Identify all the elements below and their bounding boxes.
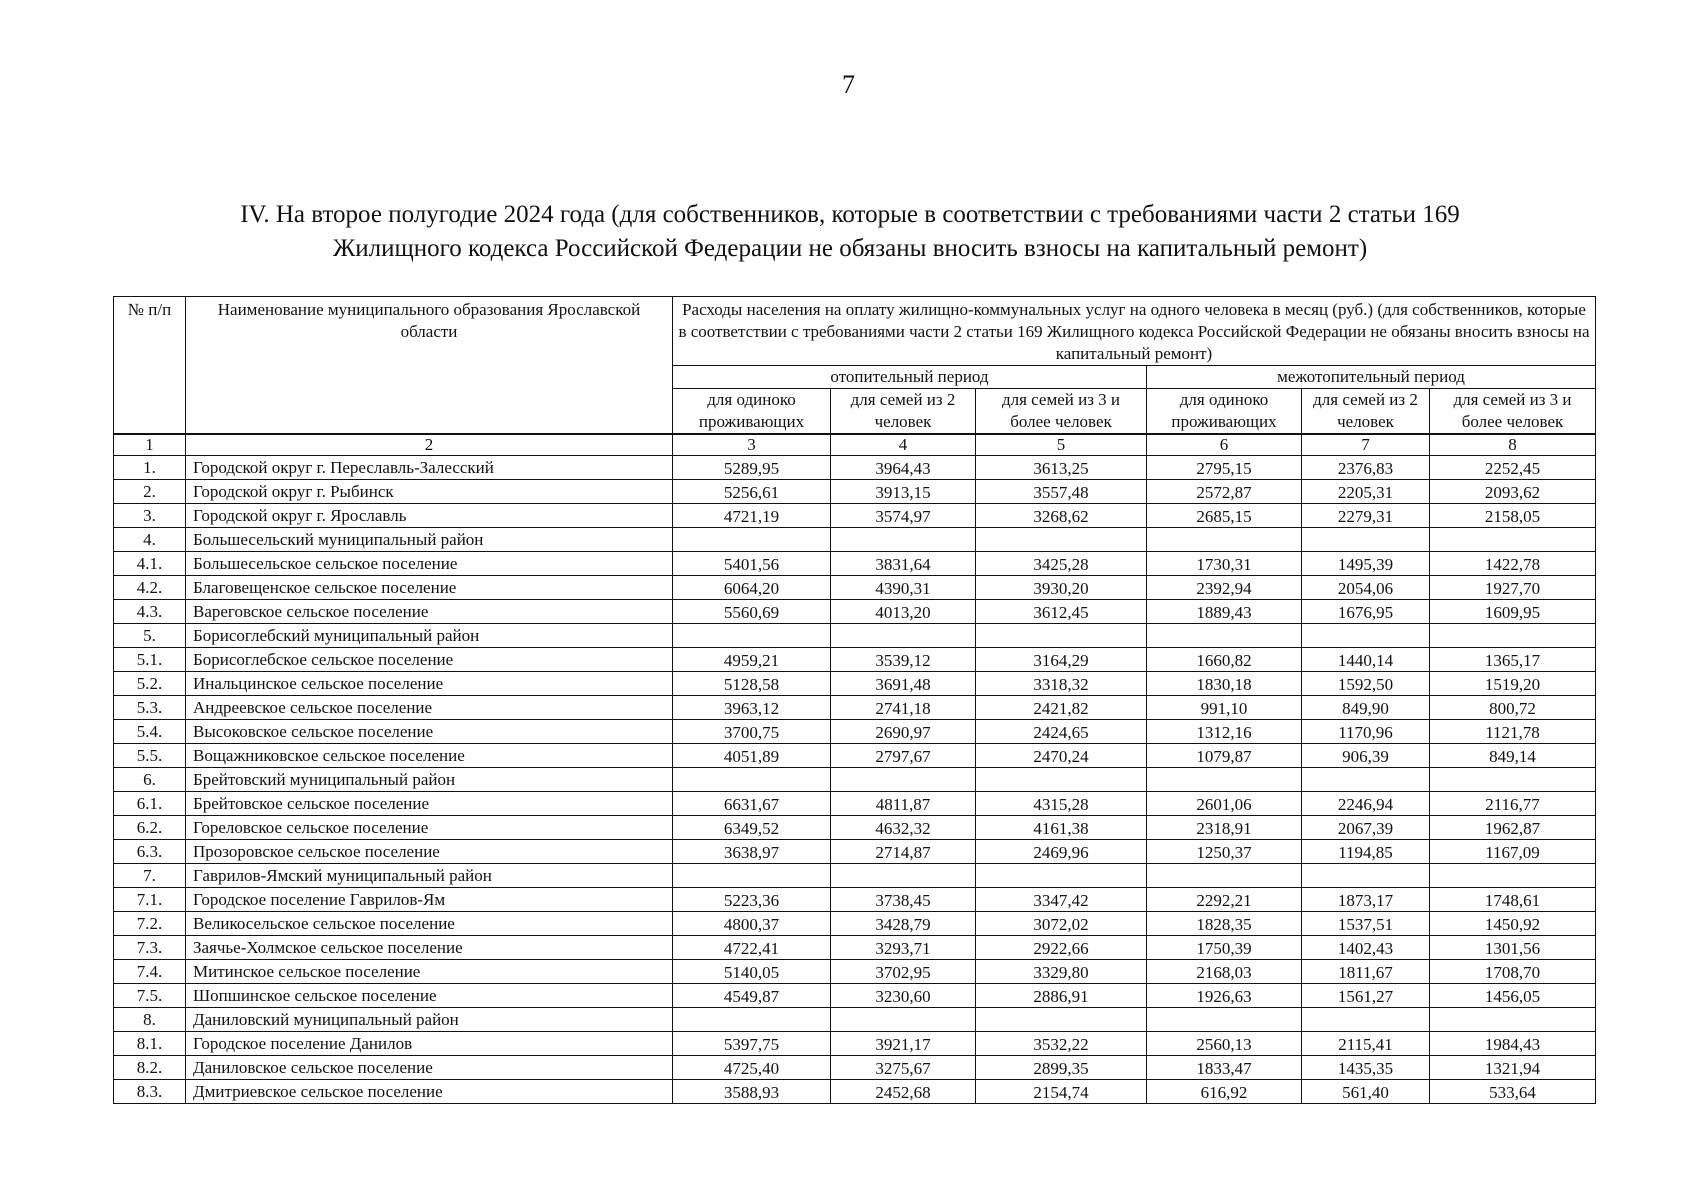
non-heating-family-3-value: 2252,45	[1430, 456, 1596, 480]
row-number: 7.1.	[114, 888, 186, 912]
heating-family-3-value: 3347,42	[976, 888, 1147, 912]
non-heating-single-value: 1926,63	[1147, 984, 1302, 1008]
row-number: 8.1.	[114, 1032, 186, 1056]
row-number: 3.	[114, 504, 186, 528]
non-heating-family-3-value: 1962,87	[1430, 816, 1596, 840]
municipality-name: Благовещенское сельское поселение	[186, 576, 673, 600]
heating-single-value: 4800,37	[673, 912, 831, 936]
table-row	[114, 480, 1596, 504]
non-heating-family-3-value: 2158,05	[1430, 504, 1596, 528]
heating-single-value: 5256,61	[673, 480, 831, 504]
municipality-name: Дмитриевское сельское поселение	[186, 1080, 673, 1104]
table-row	[114, 504, 1596, 528]
header-non-heating-family-2: для семей из 2 человек	[1302, 389, 1430, 435]
column-number: 4	[831, 434, 976, 456]
heating-family-2-value: 3691,48	[831, 672, 976, 696]
heating-single-value: 4722,41	[673, 936, 831, 960]
municipality-name: Великосельское сельское поселение	[186, 912, 673, 936]
non-heating-family-2-value: 1676,95	[1302, 600, 1430, 624]
non-heating-family-3-value: 1167,09	[1430, 840, 1596, 864]
row-number: 7.5.	[114, 984, 186, 1008]
non-heating-single-value: 2685,15	[1147, 504, 1302, 528]
non-heating-family-2-value: 1873,17	[1302, 888, 1430, 912]
non-heating-single-value	[1147, 624, 1302, 648]
non-heating-family-2-value: 1194,85	[1302, 840, 1430, 864]
heating-single-value: 6064,20	[673, 576, 831, 600]
row-number: 7.3.	[114, 936, 186, 960]
non-heating-family-3-value	[1430, 1008, 1596, 1032]
non-heating-single-value	[1147, 528, 1302, 552]
non-heating-single-value: 1830,18	[1147, 672, 1302, 696]
heating-family-3-value: 2424,65	[976, 720, 1147, 744]
heating-family-2-value: 3428,79	[831, 912, 976, 936]
heating-single-value: 5140,05	[673, 960, 831, 984]
non-heating-family-3-value: 1519,20	[1430, 672, 1596, 696]
non-heating-family-2-value: 561,40	[1302, 1080, 1430, 1104]
municipality-name: Городское поселение Гаврилов-Ям	[186, 888, 673, 912]
heating-single-value: 4725,40	[673, 1056, 831, 1080]
non-heating-family-2-value	[1302, 864, 1430, 888]
heating-single-value: 4549,87	[673, 984, 831, 1008]
header-heating-period: отопительный период	[673, 366, 1147, 389]
heating-single-value: 4051,89	[673, 744, 831, 768]
non-heating-single-value: 1079,87	[1147, 744, 1302, 768]
non-heating-family-3-value	[1430, 528, 1596, 552]
heating-family-2-value: 2797,67	[831, 744, 976, 768]
row-number: 4.2.	[114, 576, 186, 600]
non-heating-family-2-value: 1402,43	[1302, 936, 1430, 960]
non-heating-single-value: 991,10	[1147, 696, 1302, 720]
non-heating-family-2-value	[1302, 768, 1430, 792]
non-heating-family-2-value: 1537,51	[1302, 912, 1430, 936]
non-heating-single-value: 1730,31	[1147, 552, 1302, 576]
non-heating-family-2-value: 2279,31	[1302, 504, 1430, 528]
column-number: 7	[1302, 434, 1430, 456]
non-heating-single-value: 2292,21	[1147, 888, 1302, 912]
municipality-name: Андреевское сельское поселение	[186, 696, 673, 720]
row-number: 4.	[114, 528, 186, 552]
heating-family-3-value	[976, 864, 1147, 888]
header-expenses-description: Расходы населения на оплату жилищно-коммунальных услуг на одного человека в месяц (руб.) (для собственников, которые в соответствии с требованиями части 2 статьи 169 Жилищного кодекса Российской Федерации не обязаны вносить взносы на капитальный ремонт)	[673, 297, 1596, 366]
heating-family-2-value: 3831,64	[831, 552, 976, 576]
non-heating-family-3-value	[1430, 864, 1596, 888]
heating-single-value: 3963,12	[673, 696, 831, 720]
heating-family-3-value: 3612,45	[976, 600, 1147, 624]
column-number: 3	[673, 434, 831, 456]
heating-single-value: 3638,97	[673, 840, 831, 864]
column-number: 1	[114, 434, 186, 456]
heating-single-value: 5289,95	[673, 456, 831, 480]
heating-family-2-value: 3293,71	[831, 936, 976, 960]
table-body	[114, 456, 1596, 1104]
heating-family-3-value: 2470,24	[976, 744, 1147, 768]
non-heating-single-value: 616,92	[1147, 1080, 1302, 1104]
non-heating-family-2-value: 906,39	[1302, 744, 1430, 768]
non-heating-family-2-value: 2205,31	[1302, 480, 1430, 504]
non-heating-family-3-value	[1430, 768, 1596, 792]
row-number: 1.	[114, 456, 186, 480]
heating-single-value: 5128,58	[673, 672, 831, 696]
heating-family-3-value: 3532,22	[976, 1032, 1147, 1056]
non-heating-family-2-value: 1592,50	[1302, 672, 1430, 696]
heating-single-value: 5223,36	[673, 888, 831, 912]
row-number: 5.1.	[114, 648, 186, 672]
header-non-heating-single: для одиноко проживающих	[1147, 389, 1302, 435]
non-heating-family-2-value: 2054,06	[1302, 576, 1430, 600]
column-number: 6	[1147, 434, 1302, 456]
heating-family-3-value: 3613,25	[976, 456, 1147, 480]
table-row	[114, 1080, 1596, 1104]
table-row	[114, 912, 1596, 936]
municipality-name: Брейтовский муниципальный район	[186, 768, 673, 792]
non-heating-single-value	[1147, 864, 1302, 888]
heating-single-value: 6631,67	[673, 792, 831, 816]
municipality-name: Даниловский муниципальный район	[186, 1008, 673, 1032]
row-number: 5.4.	[114, 720, 186, 744]
heating-single-value	[673, 528, 831, 552]
heating-single-value: 5397,75	[673, 1032, 831, 1056]
heating-family-2-value: 2714,87	[831, 840, 976, 864]
heating-single-value: 5560,69	[673, 600, 831, 624]
non-heating-family-3-value: 1121,78	[1430, 720, 1596, 744]
header-heating-single: для одиноко проживающих	[673, 389, 831, 435]
heating-family-2-value	[831, 768, 976, 792]
expenses-table	[113, 296, 1596, 1104]
heating-single-value	[673, 864, 831, 888]
row-number: 8.	[114, 1008, 186, 1032]
non-heating-family-3-value: 849,14	[1430, 744, 1596, 768]
heating-family-3-value	[976, 528, 1147, 552]
non-heating-single-value: 1660,82	[1147, 648, 1302, 672]
non-heating-family-3-value: 2116,77	[1430, 792, 1596, 816]
non-heating-single-value: 2168,03	[1147, 960, 1302, 984]
row-number: 2.	[114, 480, 186, 504]
municipality-name: Вощажниковское сельское поселение	[186, 744, 673, 768]
non-heating-single-value: 1833,47	[1147, 1056, 1302, 1080]
row-number: 5.3.	[114, 696, 186, 720]
header-municipality-name: Наименование муниципального образования Ярославской области	[186, 297, 673, 435]
heating-family-2-value	[831, 864, 976, 888]
heating-family-3-value: 4315,28	[976, 792, 1147, 816]
heating-family-2-value	[831, 528, 976, 552]
municipality-name: Гореловское сельское поселение	[186, 816, 673, 840]
non-heating-family-2-value: 2067,39	[1302, 816, 1430, 840]
heating-family-3-value: 3329,80	[976, 960, 1147, 984]
table-row	[114, 600, 1596, 624]
municipality-name: Брейтовское сельское поселение	[186, 792, 673, 816]
heating-family-2-value: 3913,15	[831, 480, 976, 504]
heating-single-value: 6349,52	[673, 816, 831, 840]
heating-single-value	[673, 768, 831, 792]
table-row	[114, 1032, 1596, 1056]
document-title-line-1: IV. На второе полугодие 2024 года (для собственников, которые в соответствии с требованиями части 2 статьи 169	[240, 201, 1460, 228]
heating-family-3-value: 3318,32	[976, 672, 1147, 696]
row-number: 8.2.	[114, 1056, 186, 1080]
heating-single-value: 3588,93	[673, 1080, 831, 1104]
municipality-name: Шопшинское сельское поселение	[186, 984, 673, 1008]
table-row	[114, 1008, 1596, 1032]
heating-family-3-value: 3072,02	[976, 912, 1147, 936]
non-heating-single-value: 2560,13	[1147, 1032, 1302, 1056]
non-heating-family-3-value: 1456,05	[1430, 984, 1596, 1008]
table-header	[114, 297, 1596, 456]
non-heating-family-3-value: 1748,61	[1430, 888, 1596, 912]
document-title-line-2: Жилищного кодекса Российской Федерации не обязаны вносить взносы на капитальный ремонт)	[332, 235, 1368, 262]
heating-family-3-value: 2154,74	[976, 1080, 1147, 1104]
non-heating-single-value: 2572,87	[1147, 480, 1302, 504]
heating-family-3-value	[976, 1008, 1147, 1032]
row-number: 4.3.	[114, 600, 186, 624]
heating-family-3-value	[976, 768, 1147, 792]
heating-single-value: 3700,75	[673, 720, 831, 744]
non-heating-single-value	[1147, 768, 1302, 792]
municipality-name: Инальцинское сельское поселение	[186, 672, 673, 696]
heating-family-2-value: 4811,87	[831, 792, 976, 816]
row-number: 6.3.	[114, 840, 186, 864]
non-heating-family-3-value: 1301,56	[1430, 936, 1596, 960]
non-heating-family-3-value: 1708,70	[1430, 960, 1596, 984]
heating-family-2-value: 3921,17	[831, 1032, 976, 1056]
table-row	[114, 456, 1596, 480]
heating-family-2-value: 2741,18	[831, 696, 976, 720]
non-heating-family-2-value: 1811,67	[1302, 960, 1430, 984]
table-row	[114, 576, 1596, 600]
column-number: 5	[976, 434, 1147, 456]
heating-family-2-value: 3275,67	[831, 1056, 976, 1080]
heating-family-2-value	[831, 1008, 976, 1032]
heating-family-3-value: 2469,96	[976, 840, 1147, 864]
heating-family-3-value: 3164,29	[976, 648, 1147, 672]
document-title	[150, 198, 1550, 266]
heating-family-3-value: 3268,62	[976, 504, 1147, 528]
non-heating-family-2-value	[1302, 624, 1430, 648]
non-heating-family-2-value: 1561,27	[1302, 984, 1430, 1008]
heating-single-value	[673, 1008, 831, 1032]
table-row	[114, 552, 1596, 576]
header-non-heating-family-3: для семей из 3 и более человек	[1430, 389, 1596, 435]
heating-family-2-value: 3574,97	[831, 504, 976, 528]
municipality-name: Заячье-Холмское сельское поселение	[186, 936, 673, 960]
municipality-name: Даниловское сельское поселение	[186, 1056, 673, 1080]
heating-family-3-value: 2421,82	[976, 696, 1147, 720]
non-heating-family-2-value: 2115,41	[1302, 1032, 1430, 1056]
table-row	[114, 984, 1596, 1008]
table-row	[114, 888, 1596, 912]
heating-family-2-value: 4390,31	[831, 576, 976, 600]
non-heating-family-3-value: 2093,62	[1430, 480, 1596, 504]
row-number: 8.3.	[114, 1080, 186, 1104]
heating-family-2-value: 4632,32	[831, 816, 976, 840]
non-heating-family-2-value: 1170,96	[1302, 720, 1430, 744]
non-heating-family-3-value: 1609,95	[1430, 600, 1596, 624]
table-row	[114, 816, 1596, 840]
row-number: 5.2.	[114, 672, 186, 696]
heating-family-3-value: 2922,66	[976, 936, 1147, 960]
row-number: 5.5.	[114, 744, 186, 768]
non-heating-family-3-value: 800,72	[1430, 696, 1596, 720]
table-row	[114, 720, 1596, 744]
row-number: 7.4.	[114, 960, 186, 984]
heating-family-3-value: 3557,48	[976, 480, 1147, 504]
header-heating-family-3: для семей из 3 и более человек	[976, 389, 1147, 435]
non-heating-single-value: 1750,39	[1147, 936, 1302, 960]
row-number: 4.1.	[114, 552, 186, 576]
heating-family-2-value: 3702,95	[831, 960, 976, 984]
municipality-name: Борисоглебское сельское поселение	[186, 648, 673, 672]
heating-family-2-value: 4013,20	[831, 600, 976, 624]
row-number: 7.	[114, 864, 186, 888]
table-row	[114, 960, 1596, 984]
non-heating-family-3-value: 1365,17	[1430, 648, 1596, 672]
table-row	[114, 624, 1596, 648]
non-heating-family-3-value: 1984,43	[1430, 1032, 1596, 1056]
table-row	[114, 768, 1596, 792]
non-heating-family-3-value: 1450,92	[1430, 912, 1596, 936]
heating-single-value: 4959,21	[673, 648, 831, 672]
heating-family-2-value: 3539,12	[831, 648, 976, 672]
non-heating-family-2-value: 1440,14	[1302, 648, 1430, 672]
non-heating-family-2-value: 1435,35	[1302, 1056, 1430, 1080]
heating-family-2-value: 2452,68	[831, 1080, 976, 1104]
column-number: 2	[186, 434, 673, 456]
heating-family-3-value: 2899,35	[976, 1056, 1147, 1080]
heating-family-2-value: 3738,45	[831, 888, 976, 912]
non-heating-family-2-value	[1302, 1008, 1430, 1032]
row-number: 6.2.	[114, 816, 186, 840]
non-heating-single-value: 1828,35	[1147, 912, 1302, 936]
heating-single-value	[673, 624, 831, 648]
heating-family-2-value: 3230,60	[831, 984, 976, 1008]
non-heating-single-value: 2318,91	[1147, 816, 1302, 840]
table-row	[114, 696, 1596, 720]
heating-single-value: 5401,56	[673, 552, 831, 576]
non-heating-family-3-value: 1321,94	[1430, 1056, 1596, 1080]
row-number: 6.1.	[114, 792, 186, 816]
municipality-name: Большесельский муниципальный район	[186, 528, 673, 552]
heating-family-3-value	[976, 624, 1147, 648]
municipality-name: Борисоглебский муниципальный район	[186, 624, 673, 648]
non-heating-family-2-value: 2246,94	[1302, 792, 1430, 816]
heating-single-value: 4721,19	[673, 504, 831, 528]
non-heating-family-2-value: 849,90	[1302, 696, 1430, 720]
non-heating-family-3-value: 1927,70	[1430, 576, 1596, 600]
row-number: 7.2.	[114, 912, 186, 936]
non-heating-family-3-value	[1430, 624, 1596, 648]
non-heating-family-2-value: 1495,39	[1302, 552, 1430, 576]
row-number: 6.	[114, 768, 186, 792]
table-row	[114, 936, 1596, 960]
municipality-name: Большесельское сельское поселение	[186, 552, 673, 576]
non-heating-single-value: 1889,43	[1147, 600, 1302, 624]
municipality-name: Митинское сельское поселение	[186, 960, 673, 984]
heating-family-3-value: 4161,38	[976, 816, 1147, 840]
municipality-name: Городской округ г. Переславль-Залесский	[186, 456, 673, 480]
non-heating-family-2-value	[1302, 528, 1430, 552]
table-row	[114, 1056, 1596, 1080]
heating-family-2-value: 2690,97	[831, 720, 976, 744]
page-number: 7	[842, 70, 855, 99]
municipality-name: Гаврилов-Ямский муниципальный район	[186, 864, 673, 888]
municipality-name: Вареговское сельское поселение	[186, 600, 673, 624]
municipality-name: Высоковское сельское поселение	[186, 720, 673, 744]
header-non-heating-period: межотопительный период	[1147, 366, 1596, 389]
non-heating-single-value: 2601,06	[1147, 792, 1302, 816]
heating-family-2-value: 3964,43	[831, 456, 976, 480]
column-number: 8	[1430, 434, 1596, 456]
table-row	[114, 792, 1596, 816]
non-heating-single-value: 2795,15	[1147, 456, 1302, 480]
table-row	[114, 528, 1596, 552]
municipality-name: Городское поселение Данилов	[186, 1032, 673, 1056]
header-number: № п/п	[114, 297, 186, 435]
municipality-name: Городской округ г. Ярославль	[186, 504, 673, 528]
heating-family-3-value: 2886,91	[976, 984, 1147, 1008]
row-number: 5.	[114, 624, 186, 648]
header-heating-family-2: для семей из 2 человек	[831, 389, 976, 435]
table-row	[114, 840, 1596, 864]
heating-family-3-value: 3930,20	[976, 576, 1147, 600]
non-heating-family-2-value: 2376,83	[1302, 456, 1430, 480]
table-row	[114, 648, 1596, 672]
non-heating-family-3-value: 533,64	[1430, 1080, 1596, 1104]
heating-family-2-value	[831, 624, 976, 648]
table-row	[114, 744, 1596, 768]
non-heating-single-value	[1147, 1008, 1302, 1032]
table-row	[114, 672, 1596, 696]
non-heating-single-value: 2392,94	[1147, 576, 1302, 600]
non-heating-single-value: 1312,16	[1147, 720, 1302, 744]
municipality-name: Городской округ г. Рыбинск	[186, 480, 673, 504]
non-heating-single-value: 1250,37	[1147, 840, 1302, 864]
non-heating-family-3-value: 1422,78	[1430, 552, 1596, 576]
municipality-name: Прозоровское сельское поселение	[186, 840, 673, 864]
table-row	[114, 864, 1596, 888]
heating-family-3-value: 3425,28	[976, 552, 1147, 576]
